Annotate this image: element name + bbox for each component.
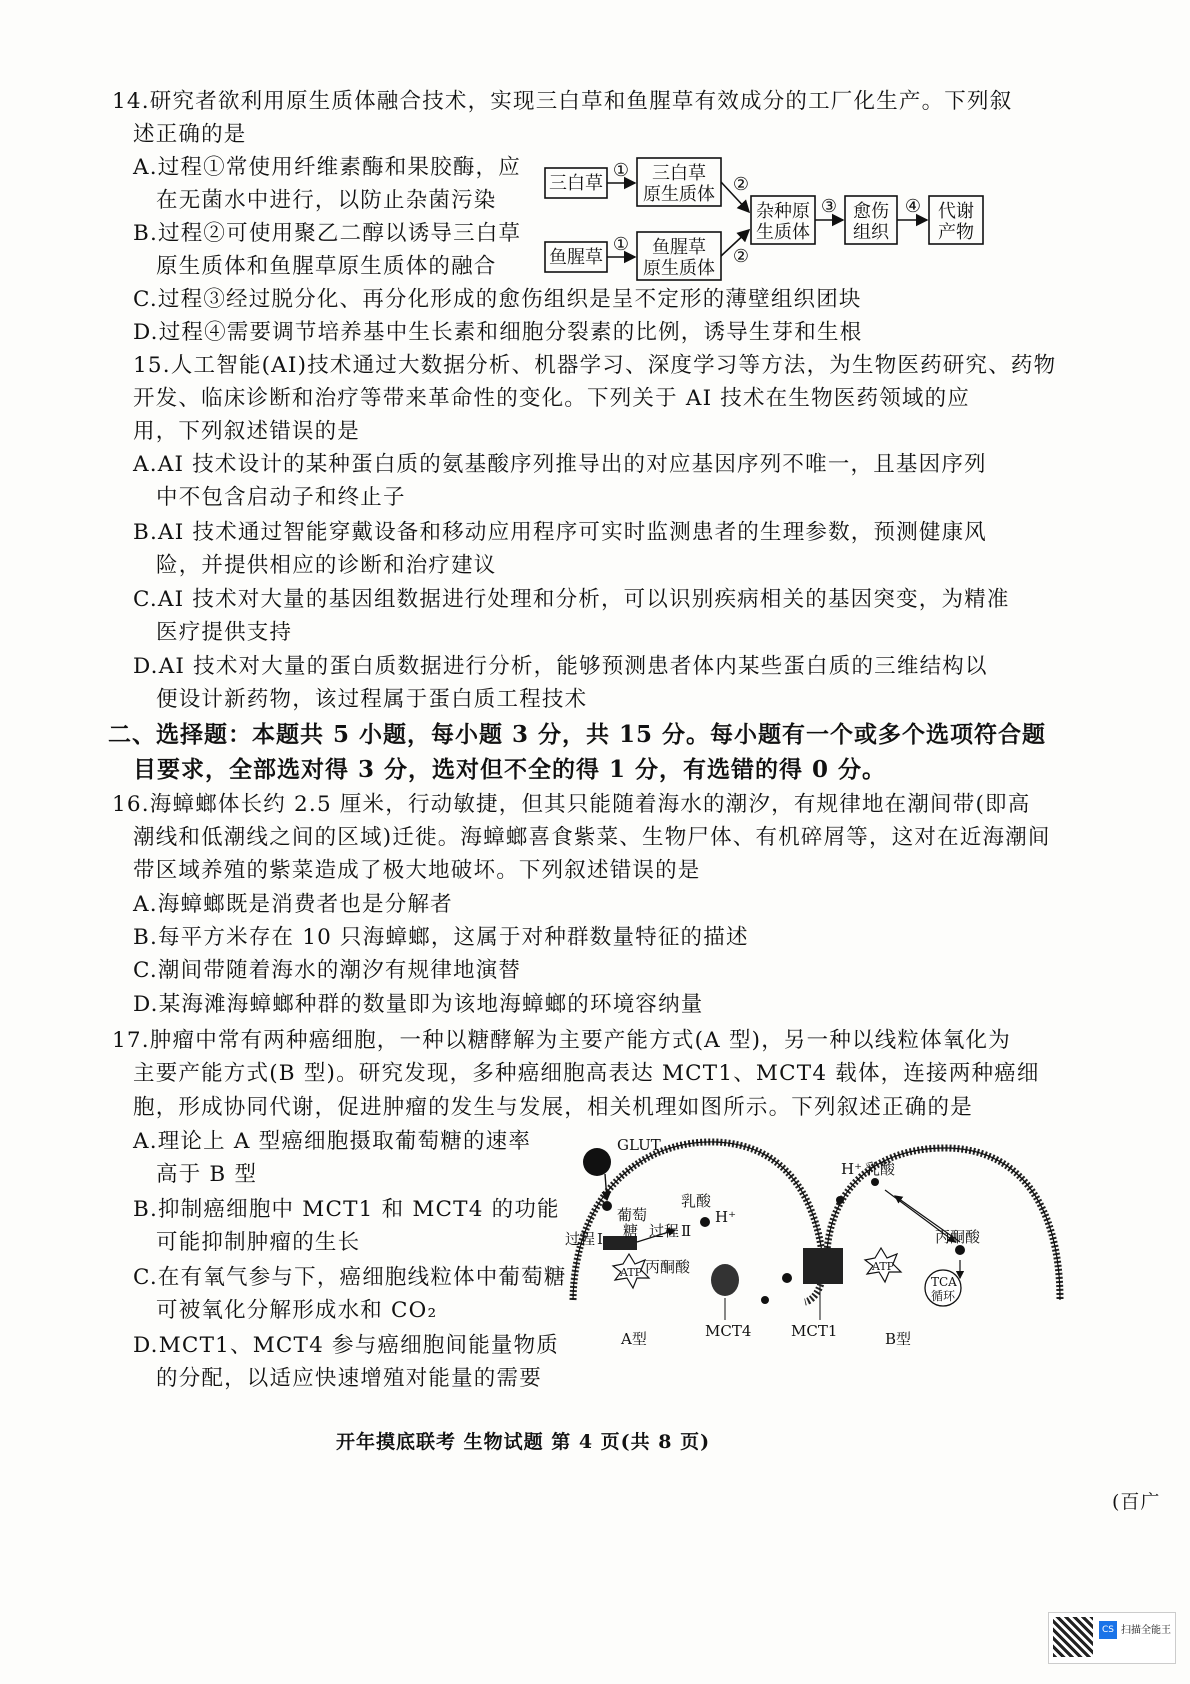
scanner-brand: 扫描全能王: [1121, 1625, 1171, 1636]
q14-flow-diagram: [535, 150, 995, 290]
section2-heading-line2: 目要求，全部选对得 3 分，选对但不全的得 1 分，有选错的得 0 分。: [133, 756, 887, 783]
q16-stem-line1: 16.海蟑螂体长约 2.5 厘米，行动敏捷，但其只能随着海水的潮汐，有规律地在潮间带(即高: [112, 792, 1031, 817]
proto1-label-l2: 原生质体: [643, 184, 715, 205]
glucose-label-l2: 糖: [623, 1222, 639, 1240]
q14-option-a-line2: 在无菌水中进行，以防止杂菌污染: [156, 188, 497, 213]
step1-label-bottom: ①: [612, 234, 630, 255]
h-a-label: H⁺: [715, 1208, 736, 1226]
q15-option-d-line1: D.AI 技术对大量的蛋白质数据进行分析，能够预测患者体内某些蛋白质的三维结构以: [133, 654, 988, 679]
q14-stem-line2: 述正确的是: [133, 122, 247, 147]
lactate-b-label: 乳酸: [865, 1160, 896, 1178]
step4-label: ④: [904, 196, 922, 217]
pyruvate-b-label: 丙酮酸: [935, 1228, 981, 1246]
type-b-label: B型: [885, 1330, 912, 1348]
q17-option-b-line1: B.抑制癌细胞中 MCT1 和 MCT4 的功能: [133, 1197, 560, 1222]
mct4-label: MCT4: [705, 1322, 752, 1340]
q14-option-a-line1: A.过程①常使用纤维素酶和果胶酶，应: [133, 155, 521, 180]
tca-label-l2: 循环: [931, 1289, 956, 1303]
scanner-watermark: [1048, 1612, 1176, 1664]
q17-option-c-line2: 可被氧化分解形成水和 CO₂: [156, 1298, 438, 1323]
q15-option-b-line2: 险，并提供相应的诊断和治疗建议: [156, 553, 497, 578]
atp-b-label: ATP: [872, 1260, 895, 1273]
q14-option-c: C.过程③经过脱分化、再分化形成的愈伤组织是呈不定形的薄壁组织团块: [133, 287, 862, 312]
section2-heading-line1: 二、选择题：本题共 5 小题，每小题 3 分，共 15 分。每小题有一个或多个选项符合题: [108, 721, 1047, 748]
q14-option-b-line2: 原生质体和鱼腥草原生质体的融合: [156, 254, 497, 279]
hybrid-label-l2: 生质体: [756, 222, 810, 243]
callus-label-l2: 组织: [853, 222, 889, 243]
q17-option-a-line1: A.理论上 A 型癌细胞摄取葡萄糖的速率: [133, 1129, 532, 1154]
q17-option-a-line2: 高于 B 型: [156, 1162, 258, 1187]
hybrid-label-l1: 杂种原: [756, 201, 810, 222]
q15-option-a-line1: A.AI 技术设计的某种蛋白质的氨基酸序列推导出的对应基因序列不唯一，且基因序列: [133, 452, 987, 477]
scanner-badge: CS: [1099, 1621, 1117, 1639]
q17-option-d-line2: 的分配，以适应快速增殖对能量的需要: [156, 1366, 542, 1391]
process1-label: 过程: [565, 1230, 596, 1248]
qr-code-icon: [1053, 1617, 1093, 1657]
q17-cell-metabolism-figure: [565, 1130, 1065, 1350]
q16-stem-line2: 潮线和低潮线之间的区域)迁徙。海蟑螂喜食紫菜、生物尸体、有机碎屑等，这对在近海潮间: [133, 825, 1051, 850]
q15-stem-line2: 开发、临床诊断和治疗等带来革命性的变化。下列关于 AI 技术在生物医药领域的应: [133, 386, 970, 411]
lactate-a-label: 乳酸: [681, 1192, 712, 1210]
q14-option-b-line1: B.过程②可使用聚乙二醇以诱导三白草: [133, 221, 522, 246]
q16-option-d: D.某海滩海蟑螂种群的数量即为该地海蟑螂的环境容纳量: [133, 992, 704, 1017]
glut-label: GLUT: [617, 1136, 661, 1154]
q17-stem-line3: 胞，形成协同代谢，促进肿瘤的发生与发展，相关机理如图所示。下列叙述正确的是: [133, 1095, 973, 1120]
q14-option-d: D.过程④需要调节培养基中生长素和细胞分裂素的比例，诱导生芽和生根: [133, 320, 863, 345]
glut-transporter: [583, 1148, 611, 1176]
mct4-transporter: [711, 1264, 739, 1296]
atp-a-label: ATP: [620, 1266, 643, 1279]
tca-label-l1: TCA: [931, 1275, 957, 1289]
step2-label-top: ②: [732, 174, 750, 195]
proto2-label-l1: 鱼腥草: [652, 237, 706, 258]
type-a-label: A型: [621, 1330, 647, 1348]
q17-option-d-line1: D.MCT1、MCT4 参与癌细胞间能量物质: [133, 1333, 560, 1358]
process2-label: 过程: [649, 1222, 680, 1240]
q16-option-c: C.潮间带随着海水的潮汐有规律地演替: [133, 958, 522, 983]
callus-label-l1: 愈伤: [853, 201, 889, 222]
q15-option-b-line1: B.AI 技术通过智能穿戴设备和移动应用程序可实时监测患者的生理参数，预测健康风: [133, 520, 987, 545]
product-label-l1: 代谢: [938, 201, 974, 222]
plant2-label: 鱼腥草: [549, 247, 603, 268]
process1-roman: Ⅰ: [597, 1230, 603, 1248]
step3-label: ③: [820, 196, 838, 217]
mct1-label: MCT1: [791, 1322, 838, 1340]
mct1-transporter: [803, 1248, 843, 1284]
q15-option-c-line2: 医疗提供支持: [156, 620, 293, 645]
step1-label-top: ①: [612, 160, 630, 181]
product-label-l2: 产物: [938, 222, 974, 243]
step2-label-bottom: ②: [732, 246, 750, 267]
h-b-label: H⁺: [841, 1160, 862, 1178]
glucose-label-l1: 葡萄: [617, 1206, 648, 1224]
proto2-label-l2: 原生质体: [643, 258, 715, 279]
page-footer: 开年摸底联考 生物试题 第 4 页(共 8 页): [336, 1431, 711, 1453]
q15-option-d-line2: 便设计新药物，该过程属于蛋白质工程技术: [156, 687, 588, 712]
corner-mark: (百广: [1112, 1491, 1161, 1513]
q15-stem-line1: 15.人工智能(AI)技术通过大数据分析、机器学习、深度学习等方法，为生物医药研究、药物: [133, 353, 1057, 378]
pyruvate-a-label: 丙酮酸: [645, 1258, 691, 1276]
q15-option-a-line2: 中不包含启动子和终止子: [156, 485, 406, 510]
proto1-label-l1: 三白草: [652, 163, 706, 184]
q16-option-b: B.每平方米存在 10 只海蟑螂，这属于对种群数量特征的描述: [133, 925, 749, 950]
q15-stem-line3: 用，下列叙述错误的是: [133, 419, 361, 444]
process2-roman: Ⅱ: [681, 1222, 692, 1240]
q17-stem-line1: 17.肿瘤中常有两种癌细胞，一种以糖酵解为主要产能方式(A 型)，另一种以线粒体氧化为: [112, 1028, 1011, 1053]
q17-option-b-line2: 可能抑制肿瘤的生长: [156, 1230, 361, 1255]
q17-stem-line2: 主要产能方式(B 型)。研究发现，多种癌细胞高表达 MCT1、MCT4 载体，连接两种癌细: [133, 1061, 1040, 1086]
q16-option-a: A.海蟑螂既是消费者也是分解者: [133, 892, 453, 917]
plant1-label: 三白草: [549, 173, 603, 194]
q17-option-c-line1: C.在有氧气参与下，癌细胞线粒体中葡萄糖: [133, 1265, 567, 1290]
q14-stem-line1: 14.研究者欲利用原生质体融合技术，实现三白草和鱼腥草有效成分的工厂化生产。下列叙: [112, 89, 1013, 114]
q16-stem-line3: 带区域养殖的紫菜造成了极大地破坏。下列叙述错误的是: [133, 858, 701, 883]
q15-option-c-line1: C.AI 技术对大量的基因组数据进行处理和分析，可以识别疾病相关的基因突变，为精准: [133, 587, 1010, 612]
